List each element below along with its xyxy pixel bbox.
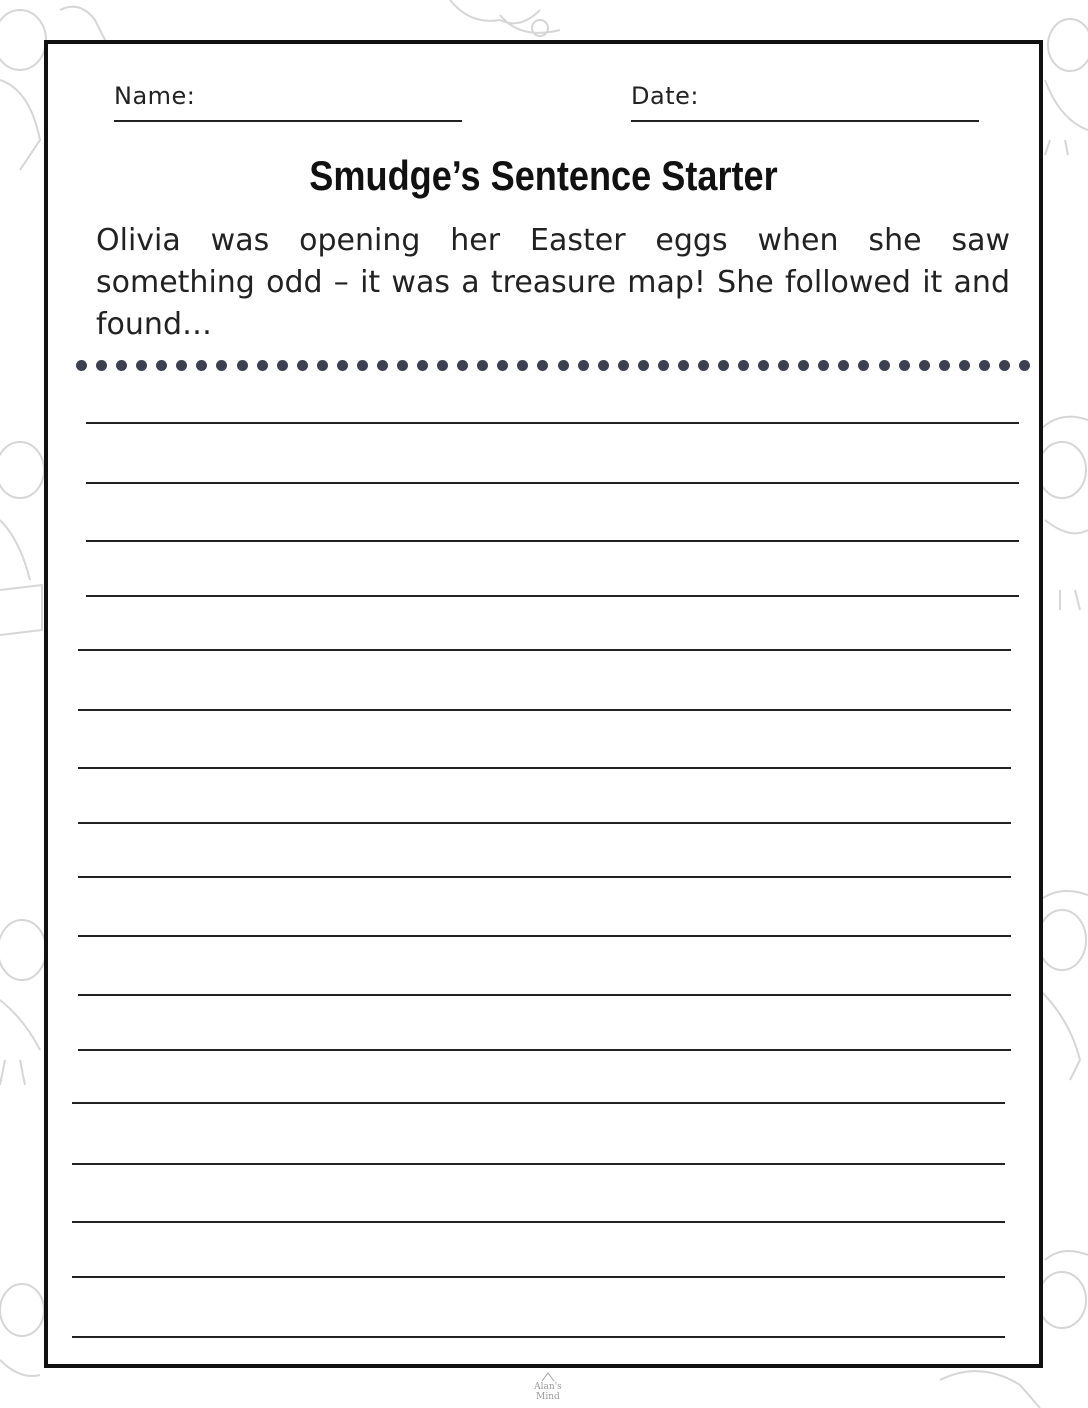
divider-dot	[237, 360, 248, 371]
divider-dot	[1019, 360, 1030, 371]
divider-dot	[718, 360, 729, 371]
divider-dot	[598, 360, 609, 371]
dotted-divider	[76, 357, 1030, 373]
worksheet-frame	[44, 40, 1043, 1368]
writing-line[interactable]	[86, 540, 1019, 542]
divider-dot	[277, 360, 288, 371]
divider-dot	[176, 360, 187, 371]
divider-dot	[297, 360, 308, 371]
date-field-line[interactable]	[631, 120, 979, 122]
divider-dot	[798, 360, 809, 371]
divider-dot	[136, 360, 147, 371]
doodle-right-mid	[1038, 417, 1088, 610]
divider-dot	[156, 360, 167, 371]
writing-line[interactable]	[72, 1221, 1005, 1223]
divider-dot	[899, 360, 910, 371]
divider-dot	[858, 360, 869, 371]
divider-dot	[96, 360, 107, 371]
logo-mark-icon	[540, 1372, 556, 1382]
writing-line[interactable]	[78, 649, 1011, 651]
footer-logo-text: Alan's Mind	[534, 1382, 562, 1402]
writing-line[interactable]	[72, 1336, 1005, 1338]
writing-line[interactable]	[72, 1102, 1005, 1104]
divider-dot	[999, 360, 1010, 371]
divider-dot	[196, 360, 207, 371]
divider-dot	[818, 360, 829, 371]
divider-dot	[216, 360, 227, 371]
doodle-right-lower	[1038, 891, 1088, 1080]
divider-dot	[678, 360, 689, 371]
divider-dot	[698, 360, 709, 371]
writing-line[interactable]	[78, 709, 1011, 711]
writing-line[interactable]	[78, 935, 1011, 937]
divider-dot	[758, 360, 769, 371]
writing-line[interactable]	[78, 876, 1011, 878]
divider-dot	[377, 360, 388, 371]
writing-line[interactable]	[72, 1276, 1005, 1278]
divider-dot	[76, 360, 87, 371]
sentence-starter-prompt: Olivia was opening her Easter eggs when she saw something odd – it was a treasure map! She followed it and found…	[96, 223, 1010, 342]
divider-dot	[517, 360, 528, 371]
divider-dot	[357, 360, 368, 371]
name-label: Name:	[114, 82, 196, 110]
divider-dot	[437, 360, 448, 371]
divider-dot	[317, 360, 328, 371]
writing-line[interactable]	[78, 994, 1011, 996]
divider-dot	[838, 360, 849, 371]
divider-dot	[397, 360, 408, 371]
divider-dot	[116, 360, 127, 371]
divider-dot	[558, 360, 569, 371]
divider-dot	[738, 360, 749, 371]
worksheet-title: Smudge’s Sentence Starter	[309, 152, 778, 199]
doodle-left-mid	[0, 442, 44, 635]
writing-line[interactable]	[78, 767, 1011, 769]
writing-line[interactable]	[86, 482, 1019, 484]
divider-dot	[457, 360, 468, 371]
divider-dot	[658, 360, 669, 371]
writing-line[interactable]	[86, 595, 1019, 597]
divider-dot	[337, 360, 348, 371]
date-label: Date:	[631, 82, 699, 110]
divider-dot	[257, 360, 268, 371]
doodle-bottom-left	[0, 1284, 44, 1376]
divider-dot	[778, 360, 789, 371]
divider-dot	[537, 360, 548, 371]
name-field-line[interactable]	[114, 120, 462, 122]
divider-dot	[618, 360, 629, 371]
divider-dot	[477, 360, 488, 371]
writing-line[interactable]	[86, 422, 1019, 424]
divider-dot	[919, 360, 930, 371]
writing-line[interactable]	[78, 1049, 1011, 1051]
divider-dot	[979, 360, 990, 371]
divider-dot	[578, 360, 589, 371]
divider-dot	[497, 360, 508, 371]
footer-logo	[526, 1372, 570, 1402]
doodle-left-lower	[0, 920, 46, 1085]
doodle-top-mid	[450, 0, 560, 36]
writing-line[interactable]	[78, 822, 1011, 824]
divider-dot	[939, 360, 950, 371]
divider-dot	[638, 360, 649, 371]
doodle-top-right	[1045, 19, 1088, 155]
divider-dot	[417, 360, 428, 371]
divider-dot	[959, 360, 970, 371]
writing-line[interactable]	[72, 1163, 1005, 1165]
divider-dot	[879, 360, 890, 371]
